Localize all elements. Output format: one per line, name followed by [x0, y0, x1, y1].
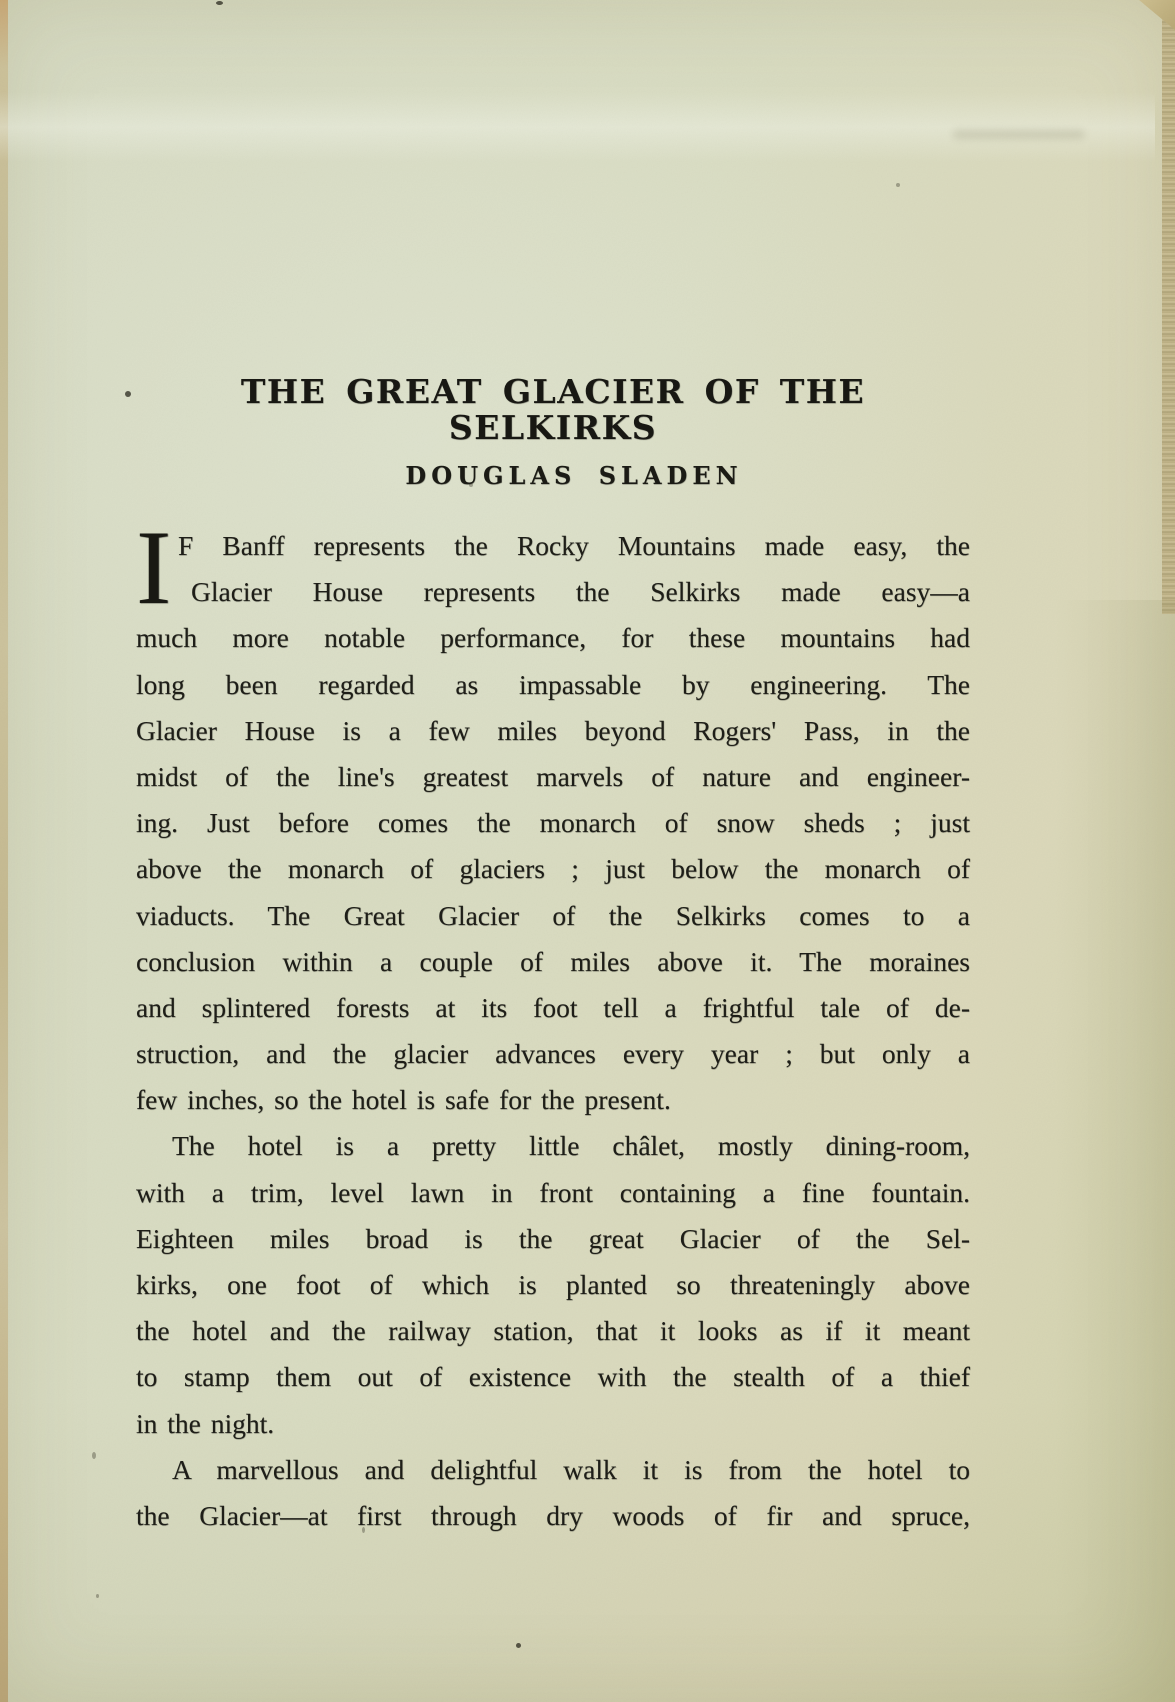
book-pages-edge-right — [1162, 0, 1175, 614]
text-line: much more notable performance, for these mountains had — [136, 622, 970, 654]
ink-speck — [96, 1594, 99, 1598]
body-text — [136, 509, 970, 1539]
text-line: long been regarded as impassable by engineering. The — [136, 668, 970, 700]
ink-speck — [92, 1452, 96, 1459]
text-line: to stamp them out of existence with the stealth of a thief — [136, 1361, 970, 1393]
text-line: the Glacier—at first through dry woods of fir and spruce, — [136, 1499, 970, 1531]
text-line: Eighteen miles broad is the great Glacier of the Sel- — [136, 1222, 970, 1254]
right-edge-shadow — [1055, 600, 1175, 1702]
drop-cap: I — [136, 509, 172, 626]
text-line: the hotel and the railway station, that it looks as if it meant — [136, 1315, 970, 1347]
text-line: struction, and the glacier advances every year ; but only a — [136, 1038, 970, 1070]
text-line: kirks, one foot of which is planted so threateningly above — [136, 1269, 970, 1300]
text-line: Glacier House is a few miles beyond Rogers' Pass, in the — [136, 714, 970, 746]
page-left-edge — [0, 0, 8, 1702]
text-line: above the monarch of glaciers ; just below the monarch of — [136, 853, 970, 885]
text-line: few inches, so the hotel is safe for the present. — [136, 1084, 671, 1116]
text-line: and splintered forests at its foot tell a frightful tale of de- — [136, 991, 970, 1023]
text-line: with a trim, level lawn in front containing a fine fountain. — [136, 1176, 970, 1208]
text-line: A marvellous and delightful walk it is from the hotel to — [172, 1453, 970, 1485]
text-line: The hotel is a pretty little châlet, mostly dining-room, — [172, 1130, 970, 1162]
show-through-smudge — [953, 130, 1085, 139]
ink-speck — [125, 391, 131, 397]
text-line: F Banff represents the Rocky Mountains made easy, the — [178, 530, 970, 561]
page-title: THE GREAT GLACIER OF THE SELKIRKS — [240, 372, 866, 447]
text-block — [136, 0, 970, 1702]
text-line: Glacier House represents the Selkirks made easy—a — [191, 576, 970, 608]
text-line: conclusion within a couple of miles above it. The moraines — [136, 945, 970, 977]
author-byline: DOUGLAS SLADEN — [405, 461, 743, 490]
text-line: viaducts. The Great Glacier of the Selkirks comes to a — [136, 899, 970, 931]
text-line: in the night. — [136, 1407, 275, 1439]
text-line: ing. Just before comes the monarch of snow sheds ; just — [136, 807, 970, 839]
text-line: midst of the line's greatest marvels of nature and engineer- — [136, 760, 970, 792]
